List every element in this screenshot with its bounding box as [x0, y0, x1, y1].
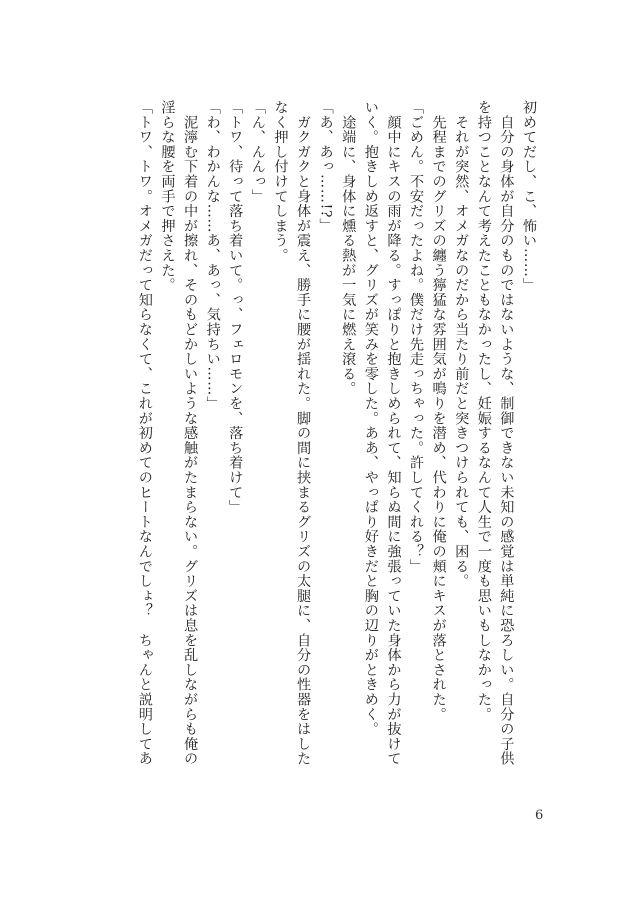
vertical-text-body — [80, 100, 540, 790]
text-line: 途端に、身体に燻る熱が一気に燃え滾る。 — [340, 100, 357, 396]
text-line: それが突然、オメガなのだから当たり前だと突きつけられても、困る。 — [453, 100, 470, 589]
text-line: 「ごめん。不安だったよね。僕だけ先走っちゃった。許してくれる？」 — [408, 100, 425, 574]
text-line: 淫らな腰を両手で押さえた。 — [159, 100, 176, 293]
text-line: 「ん、んんっ」 — [249, 100, 266, 204]
text-line: 泥濘む下着の中が擦れ、そのもどかしいような感触がたまらない。グリズは息を乱しながらも俺の — [182, 100, 199, 766]
text-line: 初めてだし、こ、怖い……」 — [521, 100, 537, 293]
text-line: 顔中にキスの雨が降る。すっぽりと抱きしめられて、知らぬ間に強張っていた身体から力が抜けて — [385, 100, 402, 766]
text-line: 「トワ、トワ。オメガだって知らなくて、これが初めてのヒートなんでしょ？ ちゃんと説明してあ — [136, 100, 153, 766]
text-line: 「あ、あっ……!?」 — [317, 100, 334, 233]
text-line: いく。抱きしめ返すと、グリズが笑みを零した。ああ、やっぱり好きだと胸の辺りがときめく。 — [362, 100, 379, 737]
text-line: 先程までのグリズの纏う獰猛な雰囲気が鳴りを潜め、代わりに俺の頬にキスが落とされた。 — [430, 100, 447, 722]
text-line: を持つことなんて考えたこともなかったし、妊娠するなんて人生で一度も思いもしなかった。 — [475, 100, 492, 722]
text-line: ガクガクと身体が震え、勝手に腰が揺れた。脚の間に挟まるグリズの太腿に、自分の性器をはした — [295, 100, 312, 766]
text-line: 「トワ、待って落ち着いて。っ、フェロモンを、落ち着けて」 — [227, 100, 244, 515]
page-number: 6 — [535, 808, 544, 823]
text-line: 「わ、わかんな……あ、あっ、気持ちい……」 — [204, 100, 221, 411]
text-line: なく押し付けてしまう。 — [272, 100, 289, 263]
text-line: 自分の身体が自分のものではないような、制御できない未知の感覚は単純に恐ろしい。自分の子供 — [498, 100, 515, 766]
